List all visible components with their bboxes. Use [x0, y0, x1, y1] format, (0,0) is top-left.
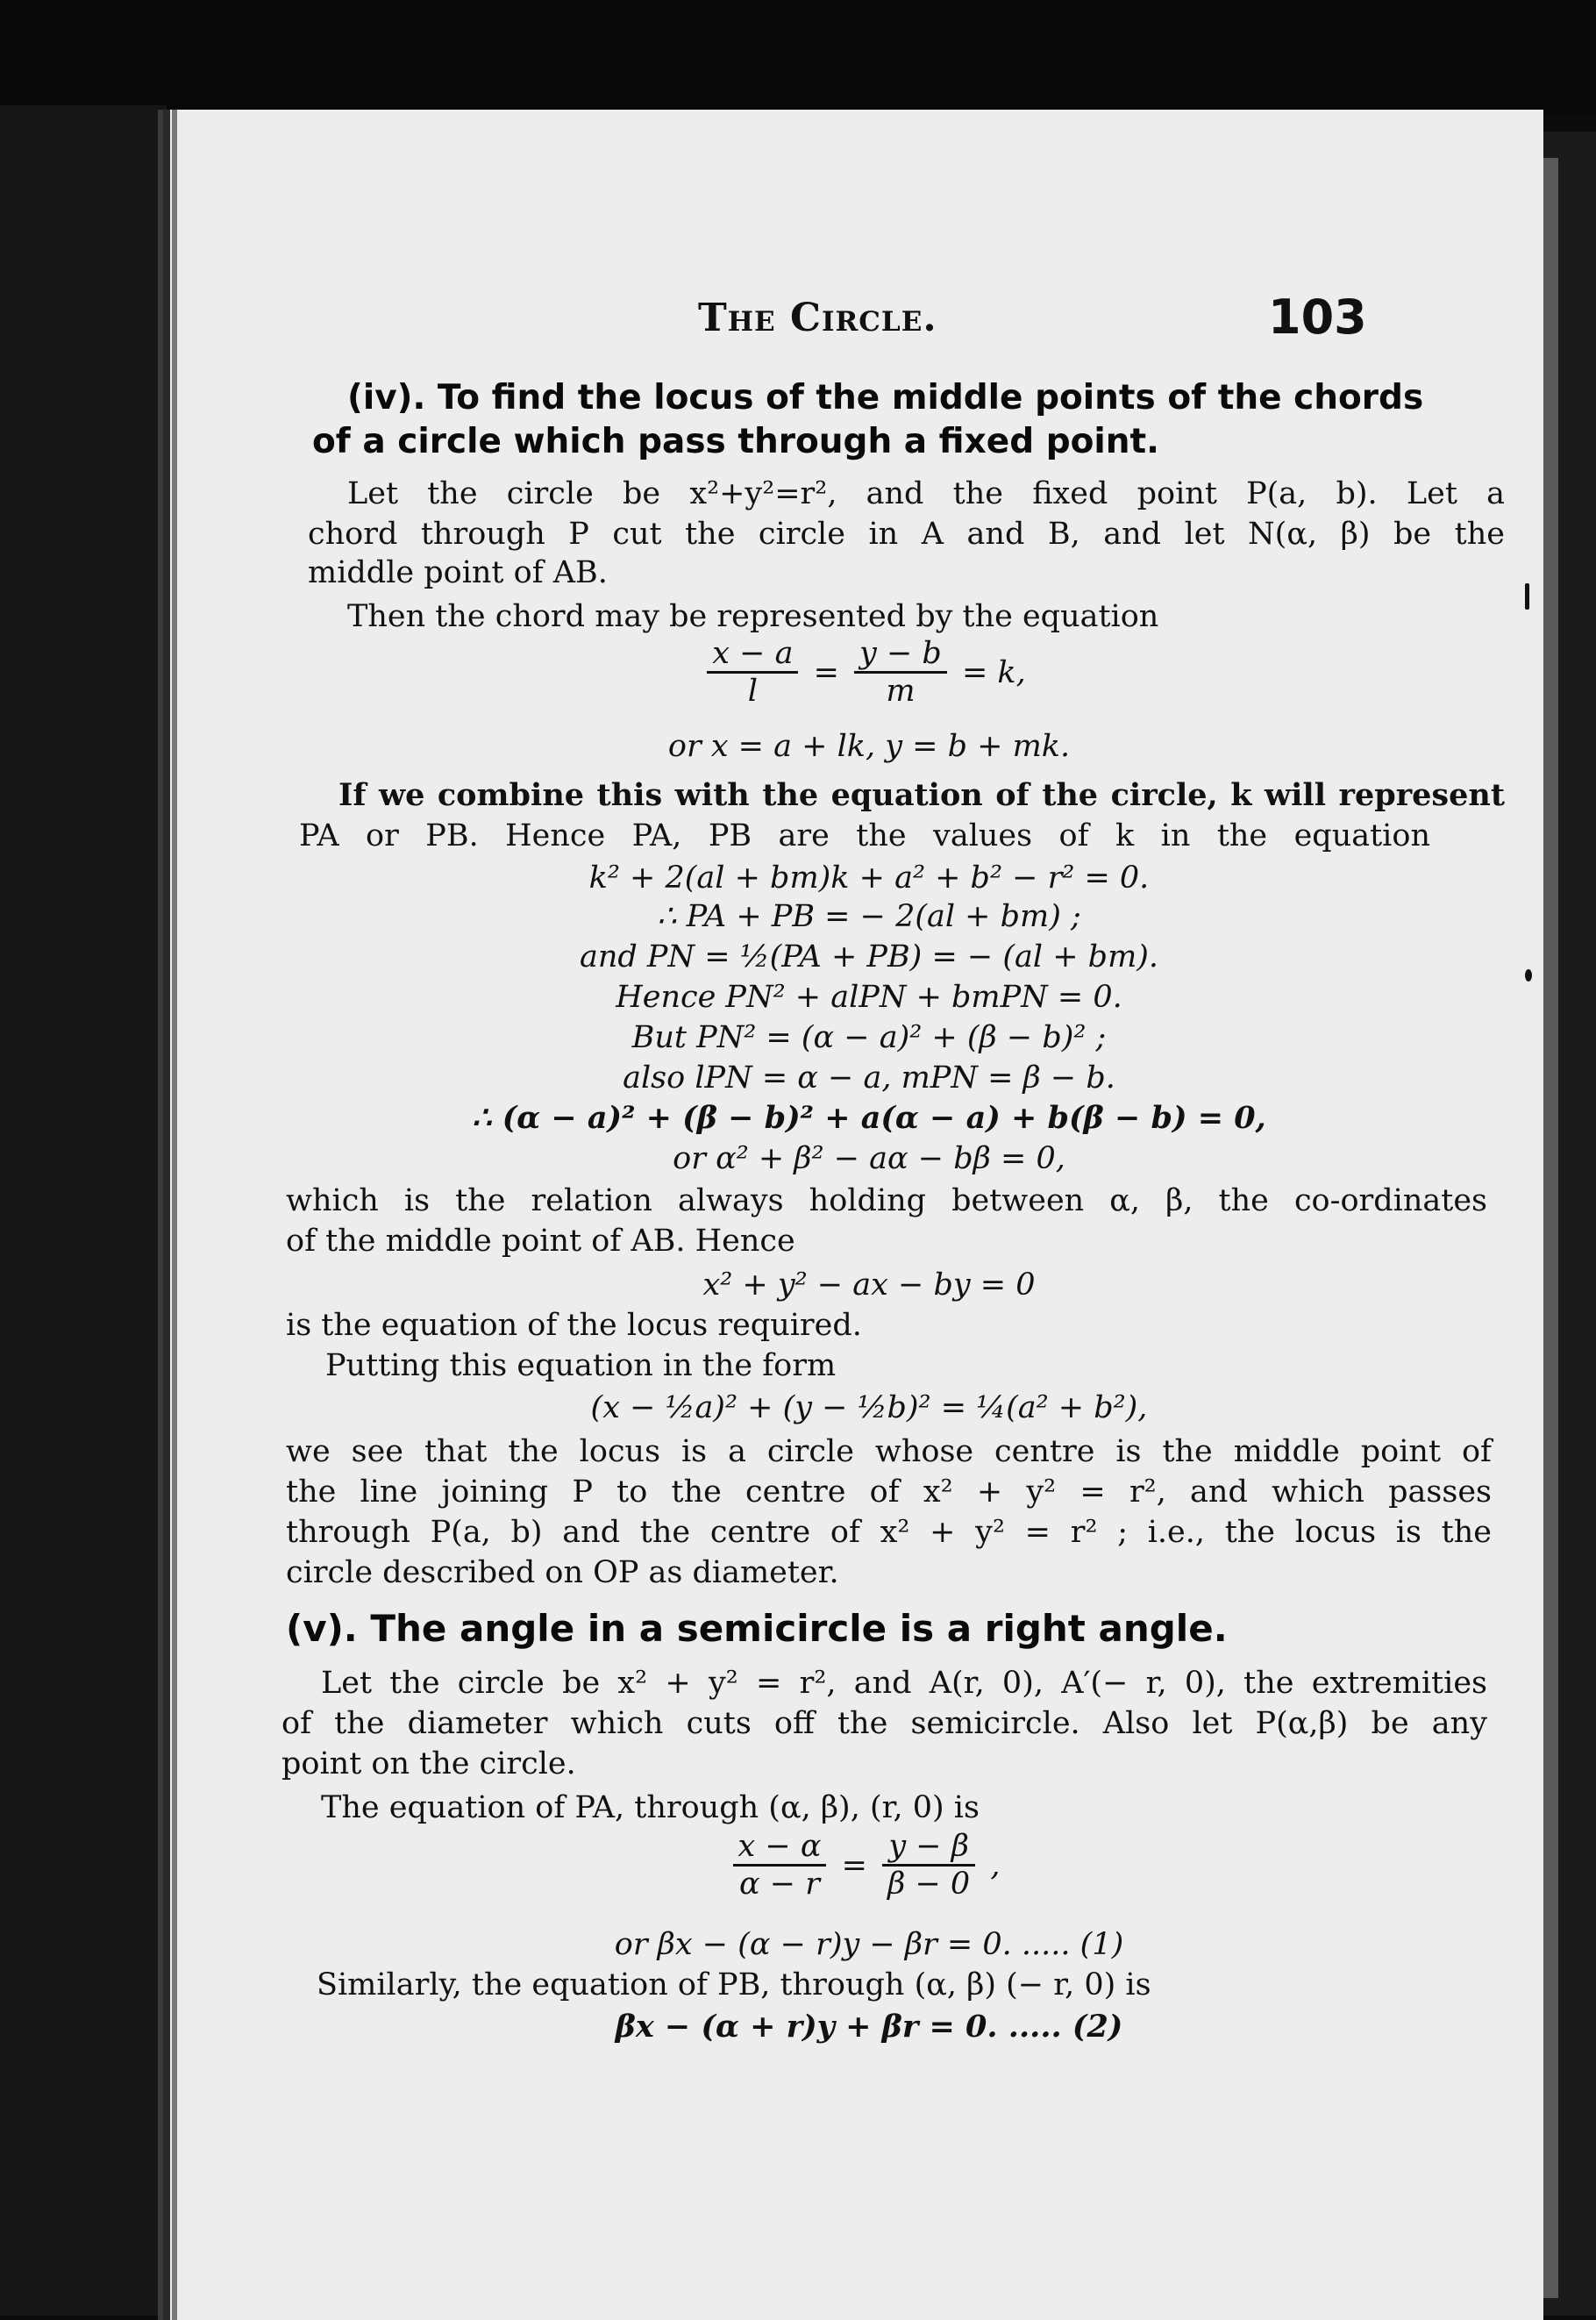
equation: But PN² = (α − a)² + (β − b)² ; [631, 1020, 1107, 1055]
paragraph-line: Similarly, the equation of PB, through (α, β) (− r, 0) is [317, 1967, 1151, 2002]
equation: Hence PN² + alPN + bmPN = 0. [616, 980, 1122, 1015]
paragraph-line: Putting this equation in the form [325, 1348, 837, 1383]
page-number: 103 [1268, 289, 1367, 345]
equation-pa-fraction: $\frac{x - \alpha}{\alpha - r}$ = $\frac{y - \beta}{\beta - 0}$ , [277, 1829, 1461, 1917]
fraction-denominator: β − 0 [887, 1867, 971, 1902]
fraction-numerator: y − β [882, 1829, 975, 1867]
equation: ∴ PA + PB = − 2(al + bm) ; [657, 899, 1081, 934]
running-head-title: The Circle. [698, 296, 937, 340]
fraction [733, 1829, 827, 1902]
equation: ∴ (α − a)² + (β − b)² + a(α − a) + b(β − b) = 0, [472, 1100, 1266, 1136]
fraction [882, 1829, 975, 1902]
fraction-numerator: x − α [733, 1829, 827, 1867]
scan-speck [1525, 583, 1529, 610]
equation-chord-fraction: $\frac{x - a}{l}$ = $\frac{y - b}{m}$ = k, [277, 636, 1461, 724]
paragraph-line: the line joining P to the centre of x² + y² = r², and which passes [286, 1474, 1492, 1510]
fraction-denominator: l [747, 674, 758, 709]
fraction-denominator: α − r [739, 1867, 820, 1902]
equation: (x − ½a)² + (y − ½b)² = ¼(a² + b²), [590, 1390, 1148, 1425]
paragraph-line: point on the circle. [281, 1746, 576, 1781]
paragraph-line: Let the circle be x² + y² = r², and A(r, 0), A′(− r, 0), the extremities [321, 1666, 1487, 1701]
fraction [854, 636, 947, 709]
paragraph-line: The equation of PA, through (α, β), (r, 0) is [321, 1790, 980, 1825]
fraction-denominator: m [886, 674, 916, 709]
equation: and PN = ½(PA + PB) = − (al + bm). [579, 939, 1159, 974]
equation-tail: , [990, 1847, 1001, 1883]
paragraph-line: circle described on OP as diameter. [286, 1555, 839, 1590]
section-iv-heading-line2: of a circle which pass through a fixed point. [312, 422, 1159, 461]
equation: k² + 2(al + bm)k + a² + b² − r² = 0. [588, 860, 1150, 896]
equation-tail: = k, [961, 654, 1026, 690]
binding-line [163, 110, 170, 2320]
equation: also lPN = α − a, mPN = β − b. [623, 1060, 1115, 1096]
book-spine-shadow [0, 105, 167, 2316]
paragraph-line: of the diameter which cuts off the semicircle. Also let P(α,β) be any [281, 1706, 1487, 1741]
paragraph-line: PA or PB. Hence PA, PB are the values of k in the equation [299, 818, 1430, 853]
scan-top-border [0, 0, 1596, 114]
paragraph-line: Let the circle be x²+y²=r², and the fixed point P(a, b). Let a [347, 476, 1505, 511]
equation: βx − (α + r)y + βr = 0. ..... (2) [615, 2009, 1123, 2045]
paragraph-line: is the equation of the locus required. [286, 1308, 862, 1343]
equation: or βx − (α − r)y − βr = 0. ..... (1) [614, 1927, 1124, 1962]
equation: or α² + β² − aα − bβ = 0, [673, 1141, 1065, 1176]
book-page [158, 110, 1543, 2320]
section-iv-heading-line1: (iv). To find the locus of the middle points of the chords [347, 378, 1424, 418]
scan-speck [1525, 969, 1532, 982]
paragraph-line: chord through P cut the circle in A and B, and let N(α, β) be the [308, 517, 1505, 552]
paragraph-line: Then the chord may be represented by the equation [347, 599, 1159, 634]
paragraph-line: of the middle point of AB. Hence [286, 1224, 795, 1259]
fraction-numerator: y − b [854, 636, 947, 674]
facing-page-edge [172, 110, 177, 2320]
paragraph-line: If we combine this with the equation of the circle, k will represent [338, 777, 1505, 813]
equation: or x = a + lk, y = b + mk. [667, 729, 1071, 764]
fraction [707, 636, 798, 709]
section-v-heading: (v). The angle in a semicircle is a right angle. [286, 1607, 1228, 1650]
fraction-numerator: x − a [707, 636, 798, 674]
paragraph-line: we see that the locus is a circle whose centre is the middle point of [286, 1434, 1492, 1469]
paragraph-line: middle point of AB. [308, 555, 608, 590]
paragraph-line: which is the relation always holding between α, β, the co-ordinates [286, 1183, 1487, 1218]
equation: x² + y² − ax − by = 0 [702, 1267, 1036, 1303]
paragraph-line: through P(a, b) and the centre of x² + y² = r² ; i.e., the locus is the [286, 1515, 1492, 1550]
